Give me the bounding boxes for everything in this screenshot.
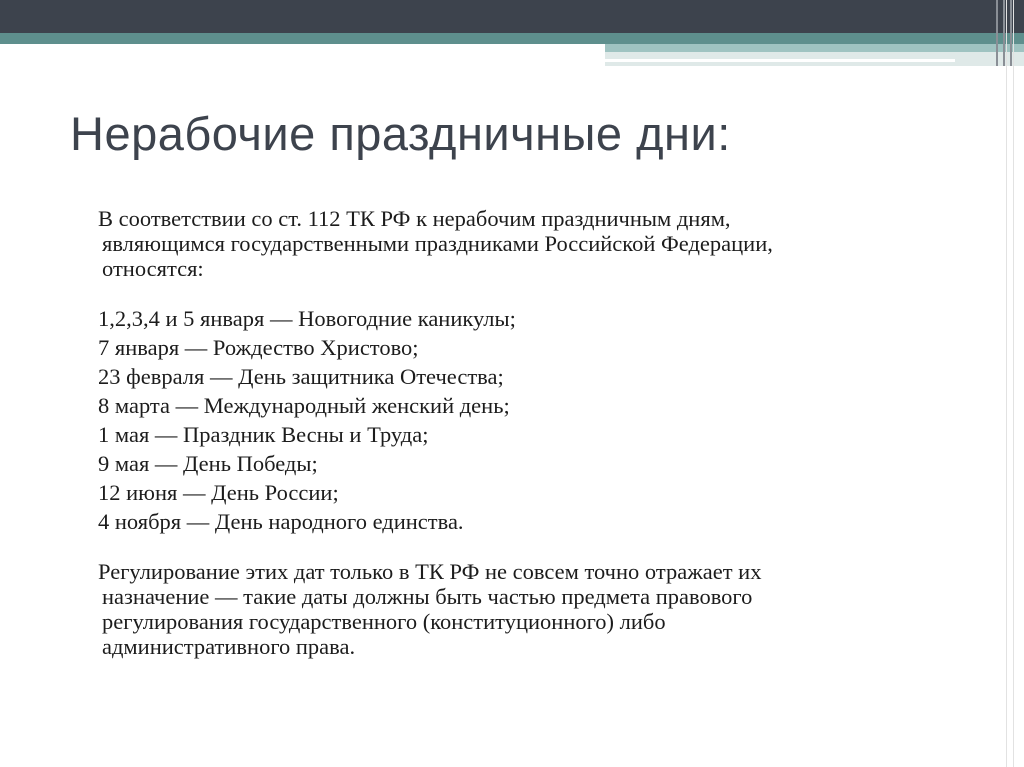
side-decor-line [1013,0,1014,767]
closing-line: Регулирование этих дат только в ТК РФ не совсем точно отражает их [98,559,762,584]
holiday-item: 1 мая — Праздник Весны и Труда; [98,422,429,447]
slide-title: Нерабочие праздничные дни: [70,107,731,160]
slide-body [98,206,978,659]
holiday-item: 23 февраля — День защитника Отечества; [98,364,504,389]
intro-paragraph [98,206,978,281]
closing-paragraph [98,559,978,659]
closing-line: регулирования государственного (конституционного) либо [102,609,666,634]
header-band-teal [0,33,1024,44]
holiday-item: 7 января — Рождество Христово; [98,335,419,360]
holiday-item: 8 марта — Международный женский день; [98,393,510,418]
holiday-item: 1,2,3,4 и 5 января — Новогодние каникулы; [98,306,516,331]
intro-line: являющимся государственными праздниками Российской Федерации, [102,231,773,256]
holiday-list [98,304,978,536]
holiday-item: 9 мая — День Победы; [98,451,318,476]
header-edge-line [1003,0,1005,66]
header-band-light-teal [605,44,1024,52]
closing-line: назначение — такие даты должны быть частью предмета правового [102,584,753,609]
closing-line: административного права. [102,634,356,659]
intro-line: относятся: [102,256,204,281]
header-band-dark [0,0,1024,33]
side-decor-line [1006,0,1007,767]
header-edge-line [996,0,998,66]
holiday-item: 4 ноября — День народного единства. [98,509,464,534]
holiday-item: 12 июня — День России; [98,480,339,505]
header-band-thin-line [605,59,955,62]
header-edge-line [1010,0,1012,66]
intro-line: В соответствии со ст. 112 ТК РФ к нерабочим праздничным дням, [98,206,731,231]
